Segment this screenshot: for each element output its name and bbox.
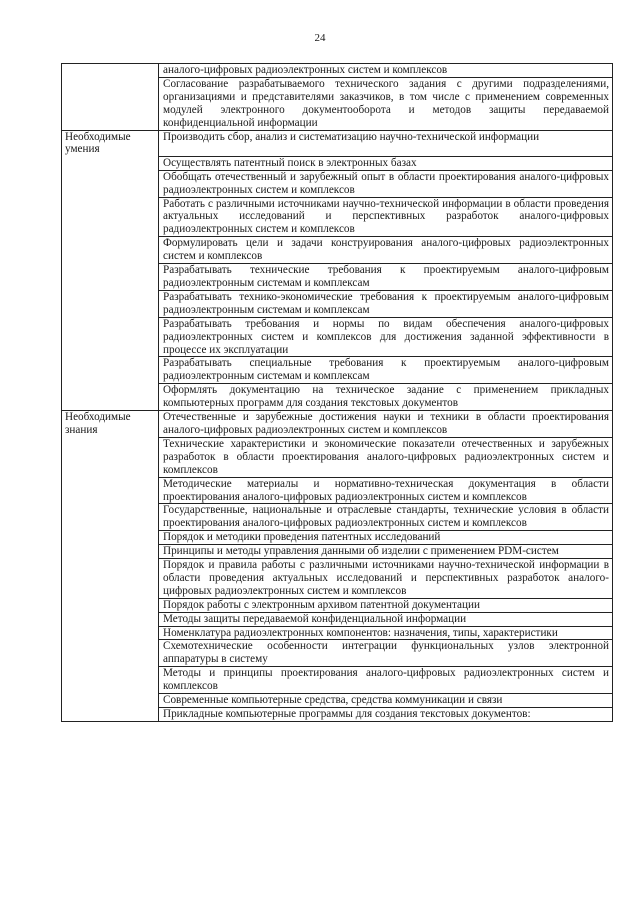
section-label-continuation (62, 317, 159, 357)
requirement-item: Схемотехнические особенности интеграции функциональных узлов электронной аппаратуры в систему (159, 640, 613, 667)
requirement-item: Обобщать отечественный и зарубежный опыт в области проектирования аналого-цифровых радиоэлектронных систем и комплексов (159, 170, 613, 197)
section-label-continuation (62, 437, 159, 477)
table-row (62, 290, 613, 317)
requirement-item: аналого-цифровых радиоэлектронных систем и комплексов (159, 64, 613, 78)
section-label-continuation (62, 77, 159, 130)
requirement-item: Разрабатывать технические требования к проектируемым аналого-цифровым радиоэлектронным системам и комплексам (159, 264, 613, 291)
table-row (62, 264, 613, 291)
section-label-continuation (62, 290, 159, 317)
section-label-continuation (62, 667, 159, 694)
table-row (62, 545, 613, 559)
table-row (62, 130, 613, 156)
section-label-continuation (62, 559, 159, 599)
requirement-item: Разрабатывать технико-экономические требования к проектируемым аналого-цифровым радиоэлектронным системам и комплексам (159, 290, 613, 317)
requirement-item: Современные компьютерные средства, средства коммуникации и связи (159, 694, 613, 708)
table-row (62, 170, 613, 197)
table-row (62, 411, 613, 438)
table-row (62, 598, 613, 612)
table-row (62, 640, 613, 667)
section-label: Необходимые знания (62, 411, 159, 438)
section-label-continuation (62, 357, 159, 384)
table-row (62, 437, 613, 477)
table-row (62, 626, 613, 640)
requirement-item: Методы и принципы проектирования аналого-цифровых радиоэлектронных систем и комплексов (159, 667, 613, 694)
requirement-item: Производить сбор, анализ и систематизацию научно-технической информации (159, 130, 613, 156)
table-row (62, 708, 613, 722)
requirement-item: Порядок и методики проведения патентных исследований (159, 531, 613, 545)
section-label-continuation (62, 237, 159, 264)
section-label-continuation (62, 384, 159, 411)
section-label-continuation (62, 626, 159, 640)
section-label-continuation (62, 531, 159, 545)
requirement-item: Отечественные и зарубежные достижения науки и техники в области проектирования аналого-цифровых радиоэлектронных систем и комплексов (159, 411, 613, 438)
section-label (62, 64, 159, 78)
section-label-continuation (62, 694, 159, 708)
table-row (62, 384, 613, 411)
requirement-item: Согласование разрабатываемого технического задания с другими подразделениями, организациями и представителями заказчиков, в том числе с применением современных модулей электронного документооборота и методов защиты передаваемой конфиденциальной информации (159, 77, 613, 130)
section-label-continuation (62, 612, 159, 626)
requirement-item: Государственные, национальные и отраслевые стандарты, технические условия в области проектирования аналого-цифровых радиоэлектронных систем и комплексов (159, 504, 613, 531)
table-row (62, 504, 613, 531)
section-label-continuation (62, 504, 159, 531)
section-label-continuation (62, 264, 159, 291)
section-label-continuation (62, 598, 159, 612)
requirement-item: Разрабатывать требования и нормы по видам обеспечения аналого-цифровых радиоэлектронных систем и комплексов для достижения заданной эффективности в процессе их эксплуатации (159, 317, 613, 357)
section-label: Необходимые умения (62, 130, 159, 156)
table-row (62, 317, 613, 357)
requirement-item: Методы защиты передаваемой конфиденциальной информации (159, 612, 613, 626)
requirement-item: Формулировать цели и задачи конструирования аналого-цифровых радиоэлектронных систем и комплексов (159, 237, 613, 264)
table-row (62, 612, 613, 626)
table-row (62, 694, 613, 708)
section-label-continuation (62, 640, 159, 667)
table-row (62, 237, 613, 264)
section-label-continuation (62, 197, 159, 237)
requirement-item: Работать с различными источниками научно-технической информации в области проведения актуальных исследований и перспективных разработок аналого-цифровых радиоэлектронных систем и комплексов (159, 197, 613, 237)
requirement-item: Принципы и методы управления данными об изделии с применением PDM-систем (159, 545, 613, 559)
requirement-item: Прикладные компьютерные программы для создания текстовых документов: (159, 708, 613, 722)
table-row (62, 156, 613, 170)
requirements-table (61, 63, 613, 722)
table-row (62, 477, 613, 504)
requirement-item: Методические материалы и нормативно-техническая документация в области проектирования аналого-цифровых радиоэлектронных систем и комплексов (159, 477, 613, 504)
requirement-item: Оформлять документацию на техническое задание с применением прикладных компьютерных программ для создания текстовых документов (159, 384, 613, 411)
section-label-continuation (62, 156, 159, 170)
requirement-item: Разрабатывать специальные требования к проектируемым аналого-цифровым радиоэлектронным системам и комплексам (159, 357, 613, 384)
table-row (62, 357, 613, 384)
table-row (62, 531, 613, 545)
section-label-continuation (62, 708, 159, 722)
requirement-item: Номенклатура радиоэлектронных компонентов: назначения, типы, характеристики (159, 626, 613, 640)
requirement-item: Порядок и правила работы с различными источниками научно-технической информации в области проведения актуальных исследований и перспективных разработок аналого-цифровых радиоэлектронных систем и комплексов (159, 559, 613, 599)
requirement-item: Технические характеристики и экономические показатели отечественных и зарубежных разработок в области проектирования аналого-цифровых радиоэлектронных систем и комплексов (159, 437, 613, 477)
table-row (62, 197, 613, 237)
section-label-continuation (62, 477, 159, 504)
table-row (62, 667, 613, 694)
section-label-continuation (62, 545, 159, 559)
page-number: 24 (314, 32, 326, 44)
requirement-item: Порядок работы с электронным архивом патентной документации (159, 598, 613, 612)
requirement-item: Осуществлять патентный поиск в электронных базах (159, 156, 613, 170)
table-row (62, 77, 613, 130)
table-row (62, 64, 613, 78)
section-label-continuation (62, 170, 159, 197)
table-row (62, 559, 613, 599)
